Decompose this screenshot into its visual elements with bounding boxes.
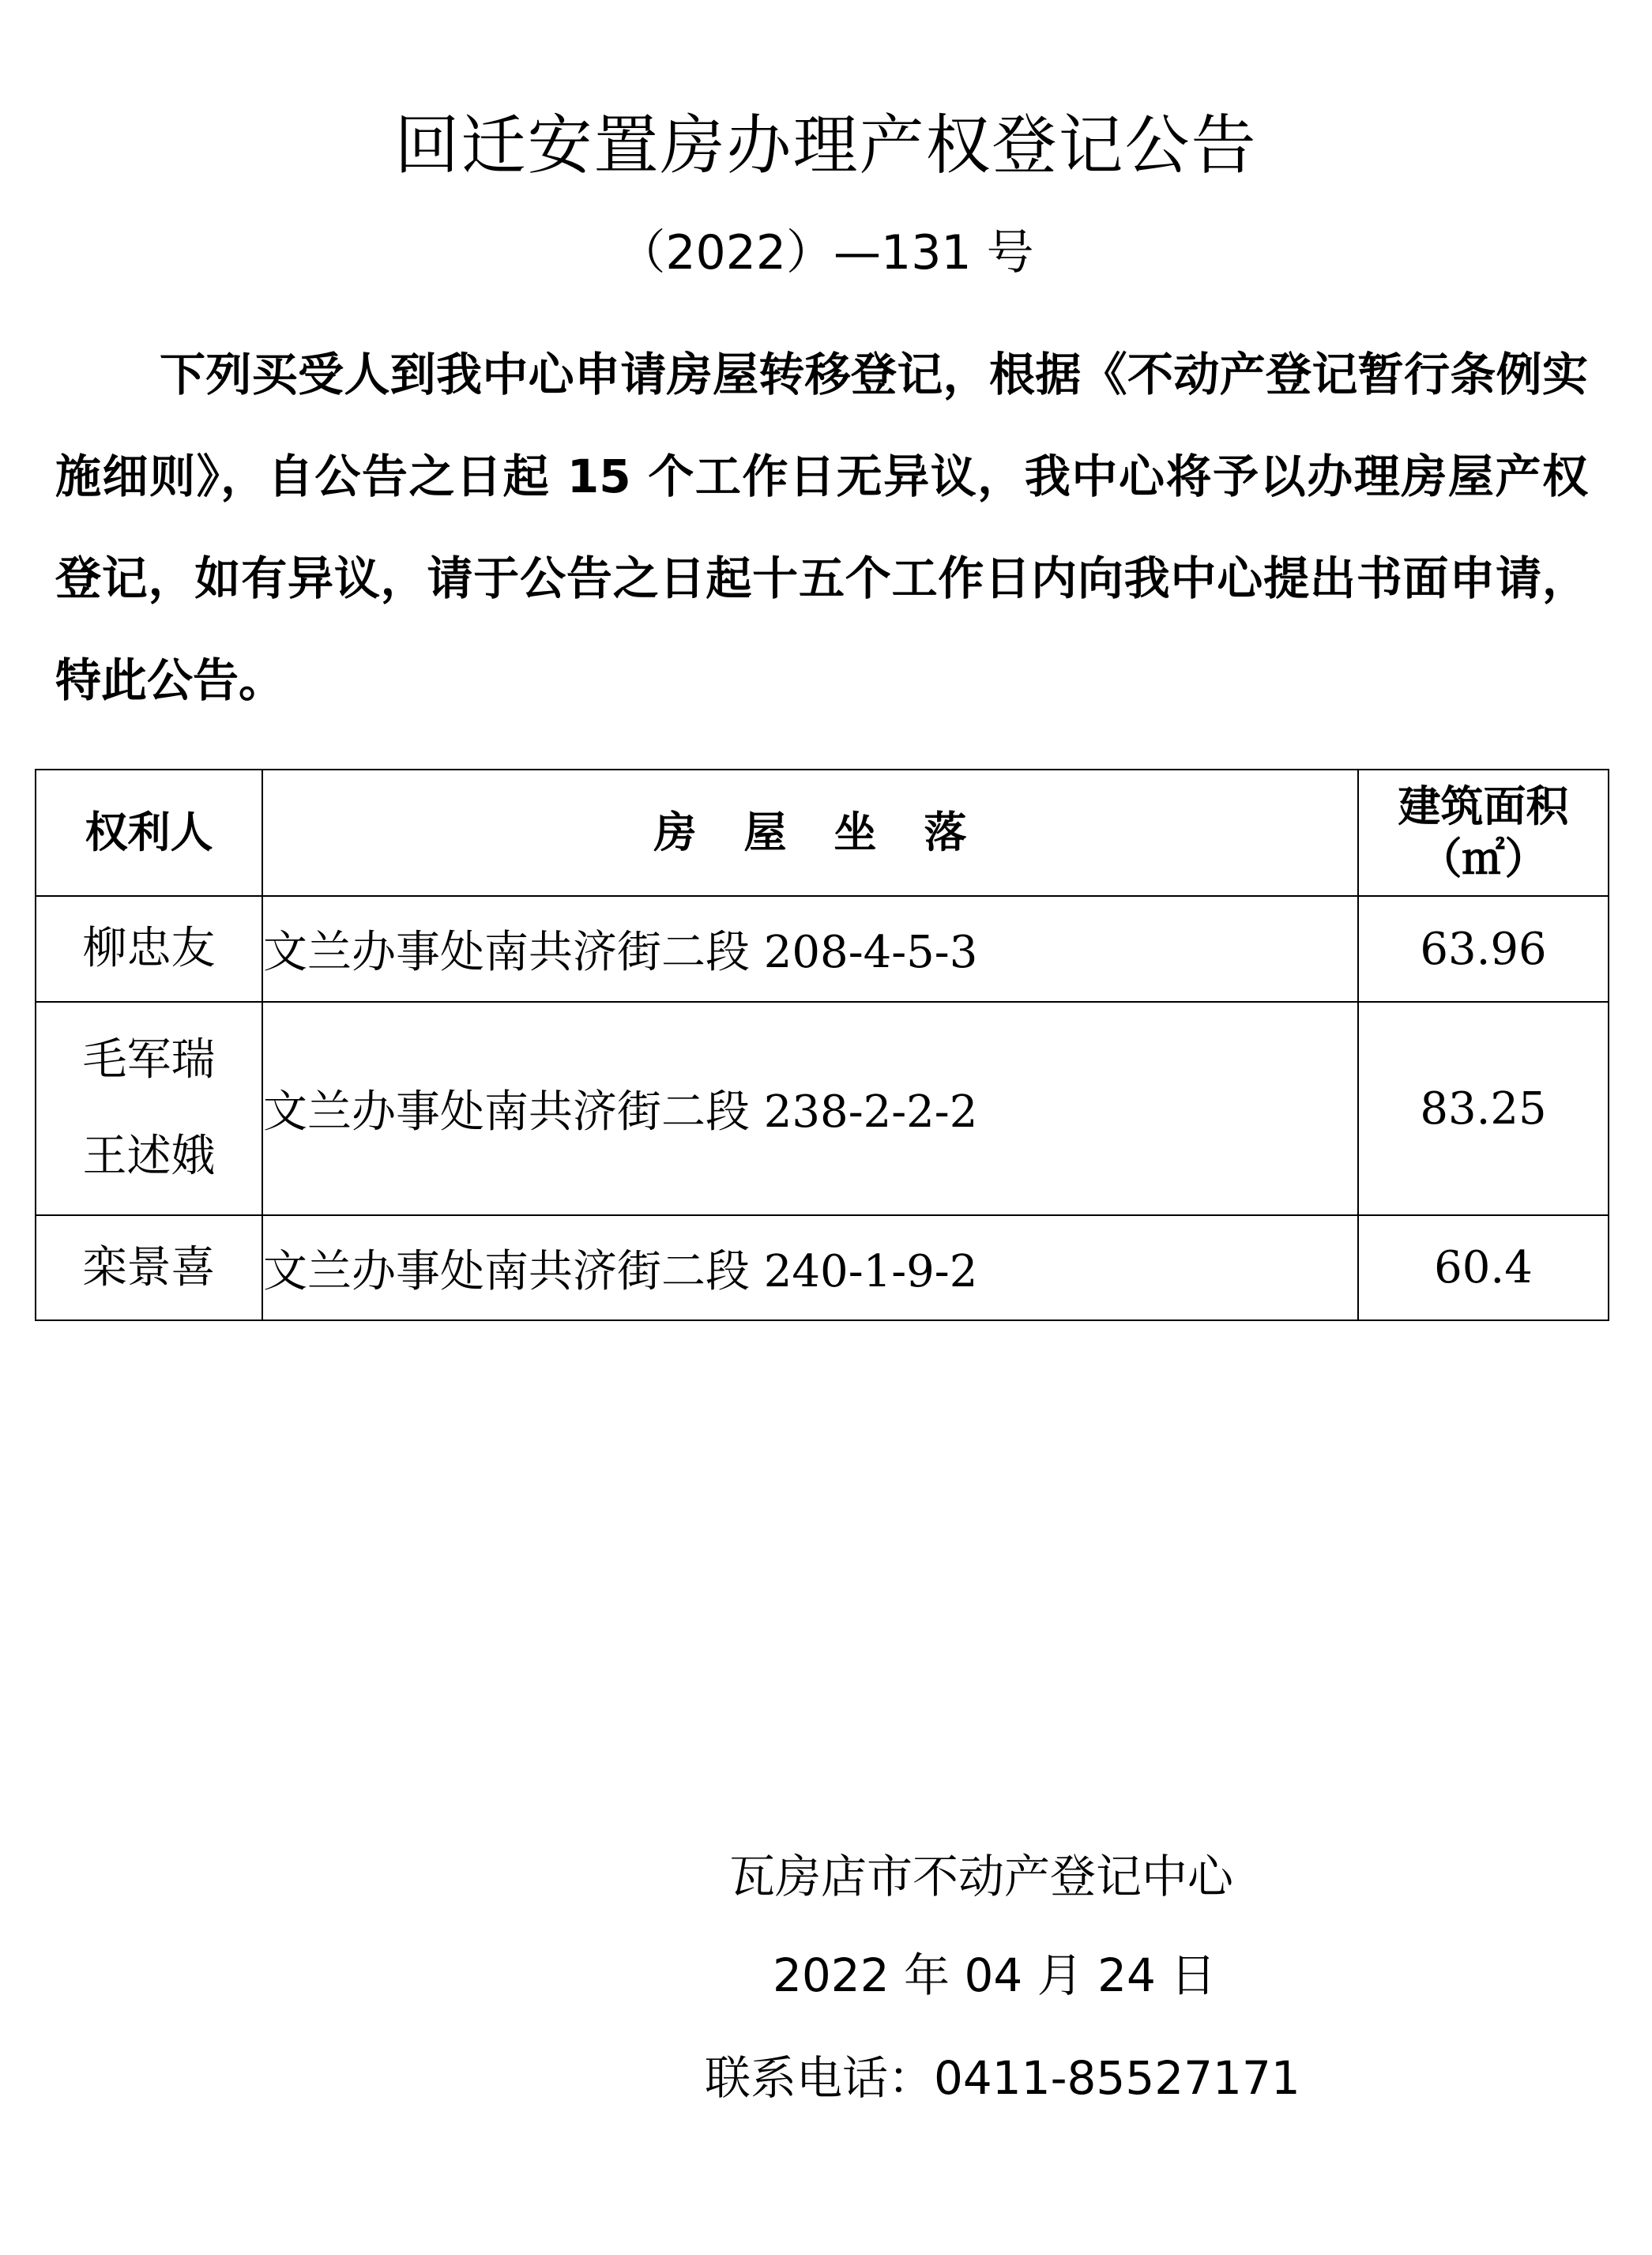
owner-cell (36, 896, 262, 1002)
owner-name: 毛军瑞 (82, 1034, 216, 1086)
registration-table (35, 769, 1609, 1321)
header-area (1358, 770, 1609, 896)
location-cell: 文兰办事处南共济街二段 208-4-5-3 (262, 896, 1358, 1002)
document-number: （2022）—131 号 (618, 225, 1034, 280)
header-location: 房屋坐落 (262, 770, 1358, 896)
table-header-row (36, 770, 1609, 896)
owner-name: 王述娥 (82, 1131, 216, 1182)
owner-name: 柳忠友 (82, 923, 216, 974)
contact-phone: 联系电话：0411-85527171 (705, 2051, 1300, 2105)
area-cell: 83.25 (1358, 1002, 1609, 1215)
issue-date: 2022 年 04 月 24 日 (773, 1948, 1217, 2002)
issuing-organization: 瓦房店市不动产登记中心 (729, 1850, 1234, 1903)
table-row (36, 1002, 1609, 1215)
owner-cell (36, 1215, 262, 1320)
intro-paragraph: 下列买受人到我中心申请房屋转移登记，根据《不动产登记暂行条例实施细则》，自公告之日起 15 个工作日无异议，我中心将予以办理房屋产权登记，如有异议，请于公告之日起十五个工作日内向我中心提出书面申请，特此公告。 (55, 348, 1588, 707)
header-owner: 权利人 (36, 770, 262, 896)
header-area-label: 建筑面积 (1398, 781, 1569, 831)
area-cell: 63.96 (1358, 896, 1609, 1002)
owner-name: 栾景喜 (82, 1241, 216, 1293)
location-cell: 文兰办事处南共济街二段 240-1-9-2 (262, 1215, 1358, 1320)
location-cell: 文兰办事处南共济街二段 238-2-2-2 (262, 1002, 1358, 1215)
area-cell: 60.4 (1358, 1215, 1609, 1320)
owner-cell (36, 1002, 262, 1215)
table-row (36, 1215, 1609, 1320)
notice-title: 回迁安置房办理产权登记公告 (394, 108, 1258, 183)
header-area-unit: （㎡） (1419, 834, 1548, 883)
table-row (36, 896, 1609, 1002)
